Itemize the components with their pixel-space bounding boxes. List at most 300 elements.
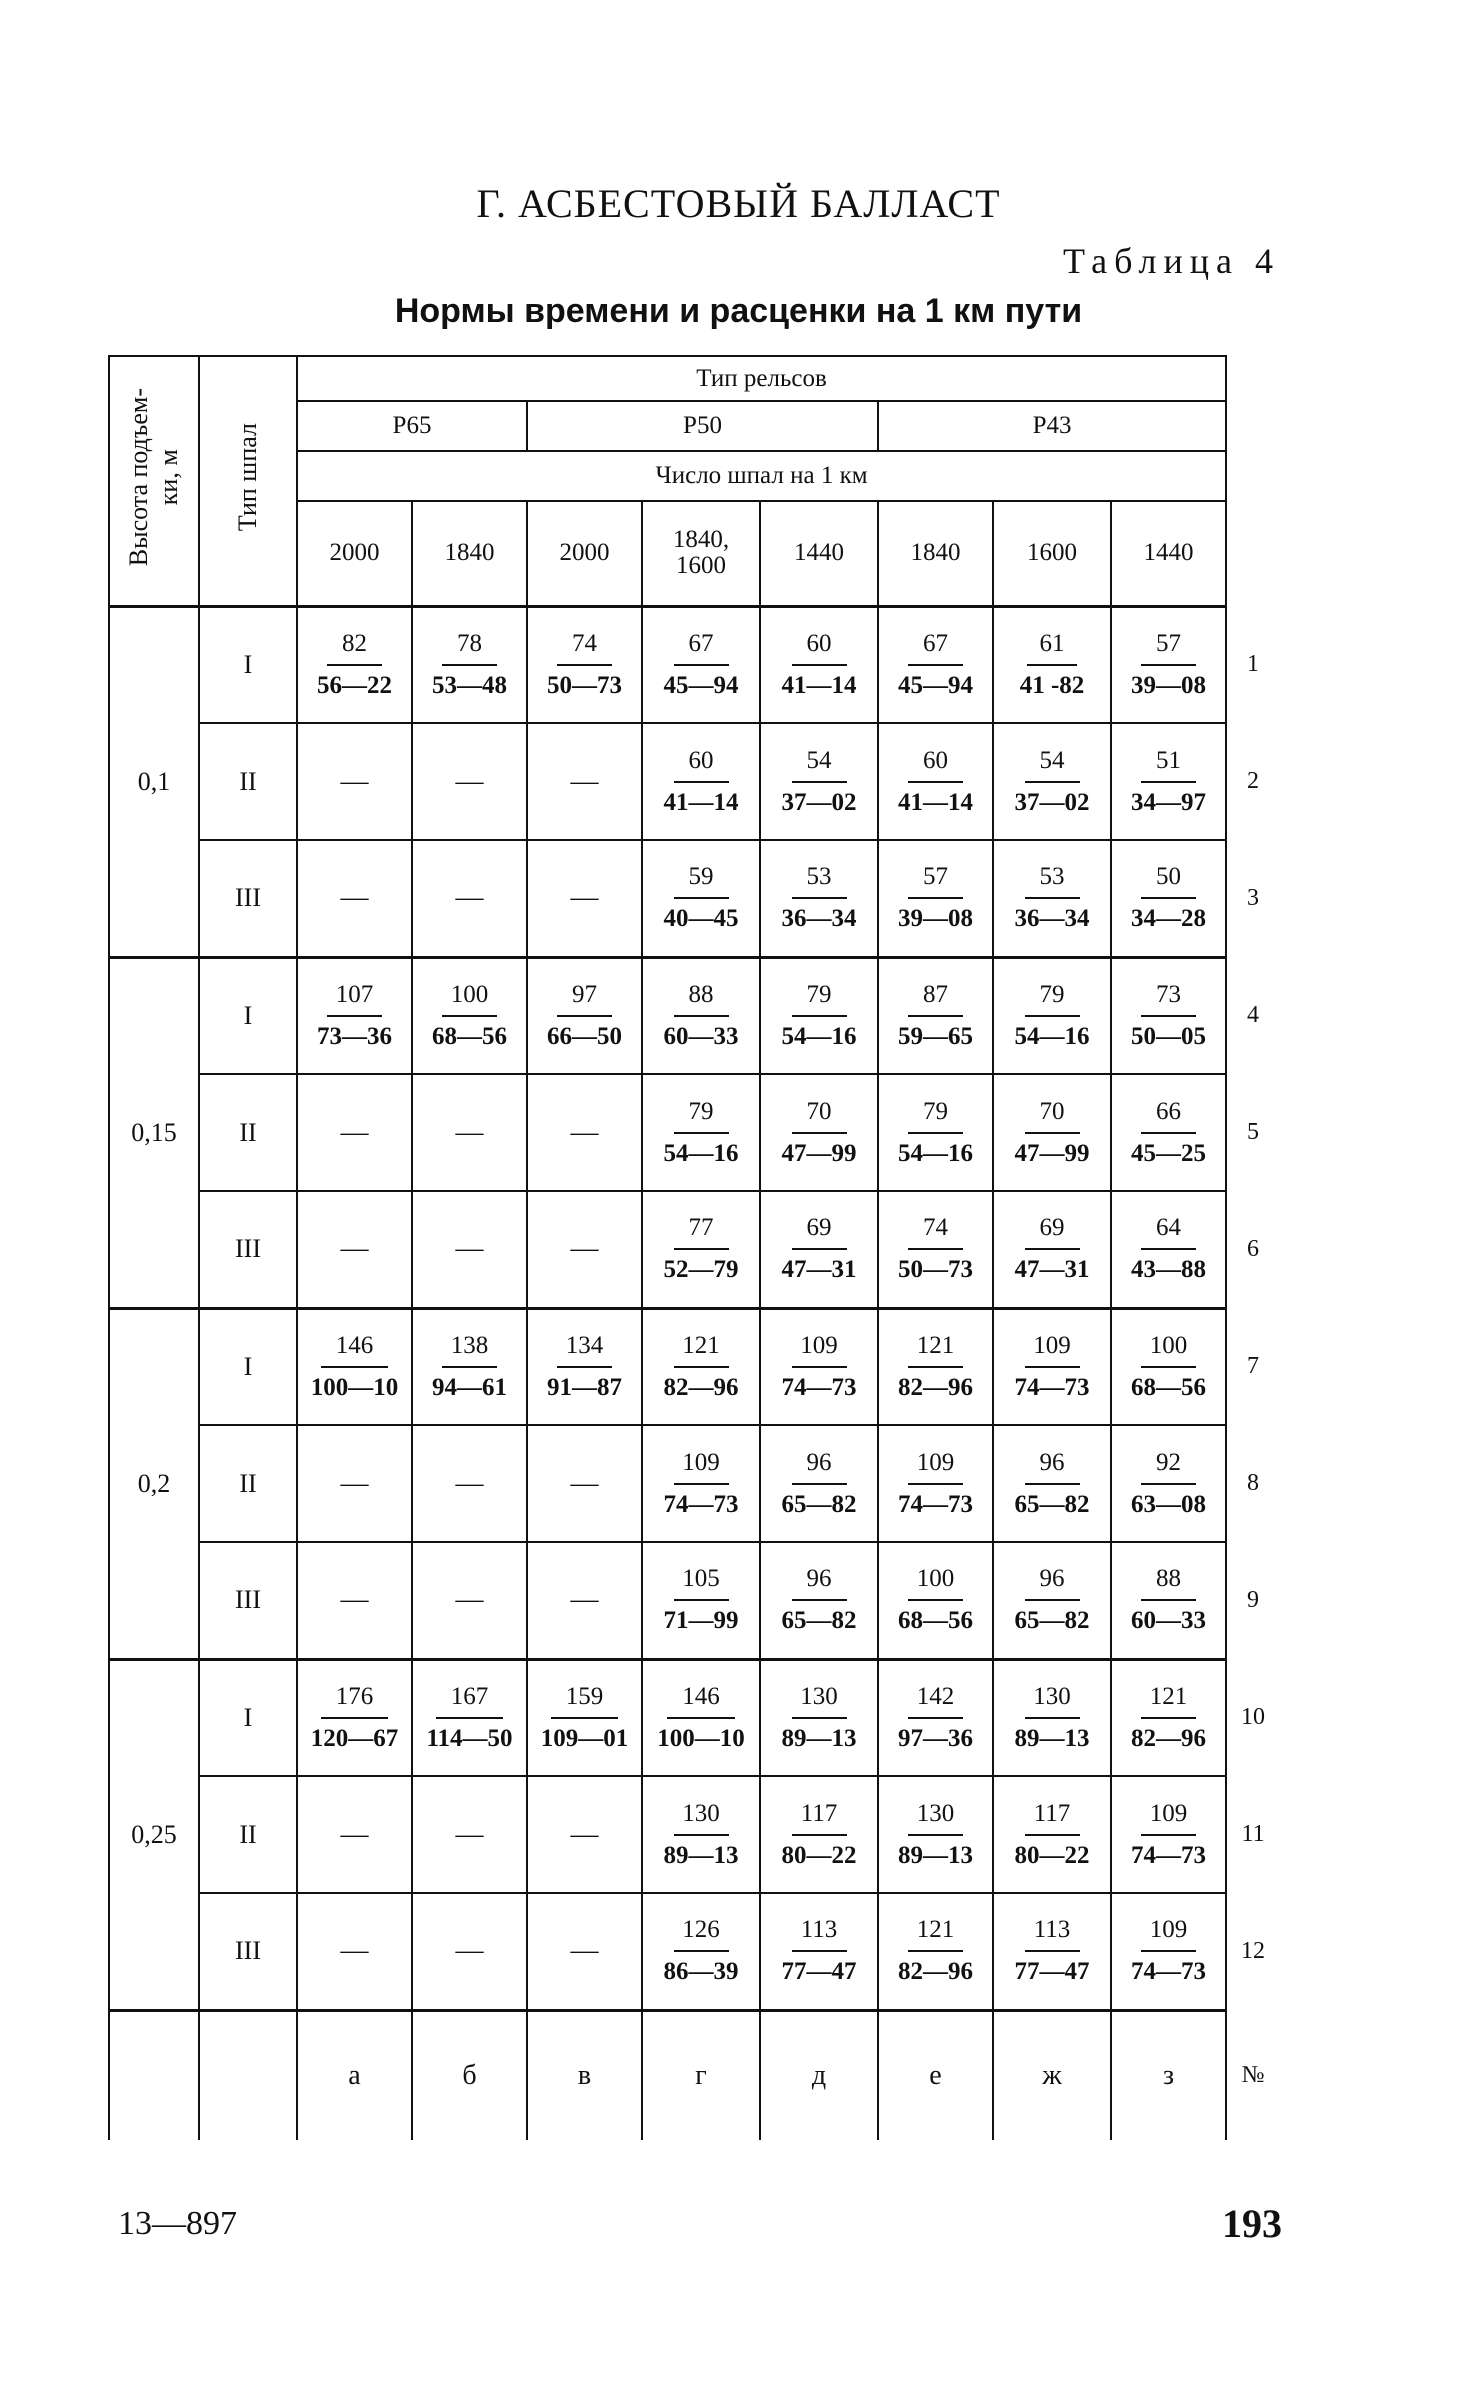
rate-price: 114—50 (426, 1724, 513, 1752)
rate-cell (878, 1893, 993, 2010)
rate-price: 43—88 (1131, 1256, 1207, 1284)
empty-dash: — (340, 1233, 369, 1265)
rate-cell (760, 606, 878, 723)
rate-price: 74—73 (898, 1490, 973, 1518)
time-norm: 70 (1025, 1098, 1080, 1134)
table-row (109, 1074, 1279, 1191)
sleeper-type: I (199, 957, 297, 1074)
time-norm: 96 (792, 1565, 847, 1601)
time-norm: 60 (908, 747, 963, 783)
time-norm: 54 (792, 747, 847, 783)
rate-cell (878, 1074, 993, 1191)
rate-cell (412, 606, 527, 723)
rate-cell (993, 1659, 1111, 1776)
empty-dash: — (340, 765, 369, 797)
rate-fraction (1131, 1214, 1206, 1284)
rate-cell (760, 1074, 878, 1191)
sleeper-type: III (199, 1893, 297, 2010)
rate-cell (297, 1542, 412, 1659)
rate-cell (412, 840, 527, 957)
rate-fraction (317, 981, 392, 1051)
rate-price: 74—73 (663, 1490, 739, 1518)
rate-price: 74—73 (781, 1373, 857, 1401)
rate-price: 36—34 (781, 905, 857, 933)
rate-price: 66—50 (547, 1022, 622, 1050)
sleeper-count-0: 2000 (297, 501, 412, 606)
rate-price: 50—73 (547, 671, 622, 699)
sleeper-count-header: Число шпал на 1 км (297, 451, 1226, 501)
rate-price: 77—47 (1014, 1958, 1090, 1986)
rate-fraction (1131, 1098, 1206, 1168)
time-norm: 130 (792, 1683, 847, 1719)
rate-price: 89—13 (663, 1841, 739, 1869)
rate-fraction (664, 863, 739, 933)
empty-dash: — (570, 1584, 599, 1616)
rate-fraction (547, 630, 622, 700)
rate-cell (642, 957, 760, 1074)
rate-price: 47—31 (1014, 1256, 1090, 1284)
rate-price: 34—97 (1131, 788, 1207, 816)
rate-price: 68—56 (898, 1607, 973, 1635)
time-norm: 59 (674, 863, 729, 899)
rate-fraction (1015, 863, 1090, 933)
empty-dash: — (455, 1935, 484, 1967)
row-number: 9 (1226, 1542, 1279, 1659)
rate-fraction (1131, 747, 1206, 817)
rate-price: 47—99 (1014, 1139, 1090, 1167)
rate-fraction (898, 1565, 973, 1635)
column-letter: ж (993, 2010, 1111, 2140)
rate-cell (878, 723, 993, 840)
rate-cell (297, 1074, 412, 1191)
time-norm: 79 (1025, 981, 1080, 1017)
rate-fraction (664, 1098, 739, 1168)
time-norm: 130 (908, 1800, 963, 1836)
time-norm: 121 (908, 1332, 963, 1368)
rate-cell (642, 1191, 760, 1308)
rate-fraction (782, 1565, 857, 1635)
time-norm: 142 (908, 1683, 963, 1719)
rate-cell (297, 1425, 412, 1542)
sleeper-type-header: Тип шпал (199, 356, 297, 606)
rate-cell (527, 1425, 642, 1542)
rate-cell (527, 1893, 642, 2010)
time-norm: 69 (792, 1214, 847, 1250)
table-row (109, 1425, 1279, 1542)
sleeper-type: II (199, 1074, 297, 1191)
rate-price: 89—13 (1014, 1724, 1090, 1752)
time-norm: 74 (557, 630, 612, 666)
sleeper-type: I (199, 1308, 297, 1425)
row-number: 3 (1226, 840, 1279, 957)
time-norm: 130 (674, 1800, 729, 1836)
rate-fraction (1131, 630, 1206, 700)
time-norm: 79 (792, 981, 847, 1017)
time-norm: 167 (436, 1683, 502, 1719)
time-norm: 146 (667, 1683, 735, 1719)
time-norm: 50 (1141, 863, 1196, 899)
time-norm: 121 (674, 1332, 729, 1368)
time-norm: 109 (674, 1449, 729, 1485)
rate-fraction (1015, 1565, 1090, 1635)
rate-fraction (541, 1683, 629, 1753)
rate-fraction (898, 1916, 973, 1986)
rate-fraction (898, 1800, 973, 1870)
empty-dash: — (455, 882, 484, 914)
rate-fraction (898, 1683, 973, 1753)
rate-fraction (782, 1683, 857, 1753)
rate-fraction (1131, 1800, 1206, 1870)
rate-price: 56—22 (317, 671, 392, 699)
rate-price: 91—87 (547, 1373, 622, 1401)
rate-cell (760, 957, 878, 1074)
rate-fraction (1131, 863, 1206, 933)
time-norm: 138 (442, 1332, 497, 1368)
rate-cell (760, 1542, 878, 1659)
rate-cell (1111, 957, 1226, 1074)
rate-cell (642, 1425, 760, 1542)
time-norm: 121 (908, 1916, 963, 1952)
rate-fraction (1131, 1449, 1206, 1519)
rate-fraction (664, 747, 739, 817)
rate-fraction (1015, 1800, 1090, 1870)
rate-cell (878, 1191, 993, 1308)
rate-fraction (898, 1332, 973, 1402)
row-number: 4 (1226, 957, 1279, 1074)
sleeper-type: I (199, 606, 297, 723)
rate-cell (642, 1776, 760, 1893)
empty-dash: — (340, 1584, 369, 1616)
time-norm: 146 (321, 1332, 389, 1368)
row-number: 2 (1226, 723, 1279, 840)
rate-price: 97—36 (898, 1724, 973, 1752)
rate-cell (642, 1659, 760, 1776)
rate-price: 109—01 (540, 1724, 629, 1752)
rate-price: 34—28 (1131, 905, 1207, 933)
time-norm: 117 (1025, 1800, 1080, 1836)
sleeper-type: III (199, 1191, 297, 1308)
rate-cell (878, 1425, 993, 1542)
rate-cell (527, 1191, 642, 1308)
column-letter: з (1111, 2010, 1226, 2140)
rate-price: 82—96 (1131, 1724, 1207, 1752)
rate-fraction (898, 630, 973, 700)
rate-fraction (664, 630, 739, 700)
time-norm: 100 (908, 1565, 963, 1601)
rate-price: 77—47 (781, 1958, 857, 1986)
rate-cell (993, 1776, 1111, 1893)
rate-fraction (1015, 1449, 1090, 1519)
rate-price: 37—02 (781, 788, 857, 816)
time-norm: 109 (792, 1332, 847, 1368)
rate-price: 41—14 (781, 671, 857, 699)
table-label: Таблица 4 (1063, 241, 1280, 281)
rate-price: 63—08 (1131, 1490, 1207, 1518)
rate-price: 89—13 (898, 1841, 973, 1869)
rate-fraction (782, 1916, 857, 1986)
rate-fraction (1131, 1683, 1206, 1753)
rate-cell (527, 1542, 642, 1659)
table-row (109, 1308, 1279, 1425)
rate-price: 41—14 (898, 788, 973, 816)
rate-price: 45—94 (898, 671, 973, 699)
rate-fraction (311, 1683, 399, 1753)
rate-price: 45—94 (663, 671, 739, 699)
rate-cell (297, 606, 412, 723)
empty-dash: — (340, 1116, 369, 1148)
sleeper-count-6: 1600 (993, 501, 1111, 606)
time-norm: 97 (557, 981, 612, 1017)
table-row (109, 1659, 1279, 1776)
time-norm: 78 (442, 630, 497, 666)
rate-cell (878, 1776, 993, 1893)
rate-cell (642, 1308, 760, 1425)
time-norm: 126 (674, 1916, 729, 1952)
rate-cell (760, 1191, 878, 1308)
sleeper-type: II (199, 1776, 297, 1893)
sleeper-type: II (199, 1425, 297, 1542)
time-norm: 53 (792, 863, 847, 899)
rate-cell (412, 1308, 527, 1425)
time-norm: 88 (1141, 1565, 1196, 1601)
time-norm: 113 (792, 1916, 847, 1952)
rate-cell (527, 1776, 642, 1893)
time-norm: 96 (1025, 1449, 1080, 1485)
rate-cell (1111, 723, 1226, 840)
rate-cell (993, 1425, 1111, 1542)
rate-cell (642, 606, 760, 723)
rate-cell (1111, 1191, 1226, 1308)
time-norm: 130 (1025, 1683, 1080, 1719)
column-letter: г (642, 2010, 760, 2140)
rate-price: 39—08 (1131, 671, 1207, 699)
rate-fraction (782, 630, 857, 700)
rate-fraction (664, 1214, 739, 1284)
rate-cell (1111, 1074, 1226, 1191)
column-letter: б (412, 2010, 527, 2140)
print-code: 13—897 (118, 2205, 237, 2242)
rate-price: 45—25 (1131, 1139, 1207, 1167)
rate-fraction (432, 981, 507, 1051)
rate-price: 94—61 (432, 1373, 507, 1401)
time-norm: 109 (908, 1449, 963, 1485)
time-norm: 79 (674, 1098, 729, 1134)
rate-fraction (1015, 981, 1090, 1051)
rate-fraction (782, 1332, 857, 1402)
rail-type-header: Тип рельсов (297, 356, 1226, 401)
rate-cell (760, 1893, 878, 2010)
rate-cell (297, 1191, 412, 1308)
empty-dash: — (455, 1467, 484, 1499)
rate-fraction (664, 981, 739, 1051)
rate-fraction (664, 1332, 739, 1402)
rate-cell (297, 957, 412, 1074)
rate-cell (760, 1308, 878, 1425)
rate-fraction (1015, 1683, 1090, 1753)
rate-cell (642, 1542, 760, 1659)
rate-price: 65—82 (1014, 1607, 1090, 1635)
sleeper-count-4: 1440 (760, 501, 878, 606)
rate-price: 53—48 (432, 671, 507, 699)
rate-cell (993, 1074, 1111, 1191)
rate-fraction (1131, 1916, 1206, 1986)
rate-price: 89—13 (781, 1724, 857, 1752)
row-number: 10 (1226, 1659, 1279, 1776)
time-norm: 69 (1025, 1214, 1080, 1250)
rate-price: 47—99 (781, 1139, 857, 1167)
rate-cell (297, 723, 412, 840)
rate-price: 120—67 (310, 1724, 399, 1752)
rate-cell (297, 1776, 412, 1893)
table-row (109, 840, 1279, 957)
empty-dash: — (455, 1233, 484, 1265)
time-norm: 60 (674, 747, 729, 783)
time-norm: 67 (908, 630, 963, 666)
empty-dash: — (570, 1233, 599, 1265)
rate-price: 59—65 (898, 1022, 973, 1050)
rate-price: 47—31 (781, 1256, 857, 1284)
rate-fraction (547, 1332, 622, 1402)
sleeper-count-1: 1840 (412, 501, 527, 606)
time-norm: 70 (792, 1098, 847, 1134)
rate-price: 52—79 (663, 1256, 739, 1284)
page-number: 193 (1222, 2201, 1282, 2246)
empty-dash: — (570, 1467, 599, 1499)
rate-price: 82—96 (898, 1373, 973, 1401)
empty-dash: — (340, 1818, 369, 1850)
empty-dash: — (455, 1584, 484, 1616)
time-norm: 64 (1141, 1214, 1196, 1250)
table-row (109, 1191, 1279, 1308)
time-norm: 82 (327, 630, 382, 666)
rate-fraction (547, 981, 622, 1051)
time-norm: 176 (321, 1683, 389, 1719)
rate-price: 100—10 (657, 1724, 745, 1752)
rate-cell (760, 1776, 878, 1893)
rate-fraction (782, 1098, 857, 1168)
height-value: 0,15 (109, 957, 199, 1308)
rate-price: 60—33 (1131, 1607, 1207, 1635)
rate-price: 65—82 (781, 1607, 857, 1635)
rate-cell (412, 1074, 527, 1191)
rate-fraction (432, 630, 507, 700)
rate-cell (642, 840, 760, 957)
rate-fraction (1015, 747, 1090, 817)
time-norm: 54 (1025, 747, 1080, 783)
row-number: 12 (1226, 1893, 1279, 2010)
rate-price: 37—02 (1014, 788, 1090, 816)
rate-fraction (432, 1332, 507, 1402)
time-norm: 105 (674, 1565, 729, 1601)
table-row (109, 957, 1279, 1074)
rate-price: 54—16 (781, 1022, 857, 1050)
rate-cell (527, 1074, 642, 1191)
number-symbol: № (1226, 2010, 1279, 2140)
rate-cell (527, 957, 642, 1074)
section-title: Г. АСБЕСТОВЫЙ БАЛЛАСТ (476, 181, 1001, 226)
rate-price: 65—82 (1014, 1490, 1090, 1518)
rate-price: 86—39 (663, 1958, 739, 1986)
rate-fraction (311, 1332, 399, 1402)
rate-cell (993, 606, 1111, 723)
rate-price: 68—56 (432, 1022, 507, 1050)
time-norm: 96 (792, 1449, 847, 1485)
rate-price: 74—73 (1131, 1841, 1207, 1869)
rate-fraction (782, 747, 857, 817)
rate-fraction (664, 1449, 739, 1519)
empty-dash: — (570, 882, 599, 914)
rate-price: 100—10 (310, 1373, 399, 1401)
rate-cell (1111, 1425, 1226, 1542)
rate-price: 41 -82 (1019, 671, 1085, 699)
rate-price: 54—16 (898, 1139, 973, 1167)
rate-fraction (317, 630, 392, 700)
time-norm: 117 (792, 1800, 847, 1836)
rate-fraction (898, 1214, 973, 1284)
row-number: 8 (1226, 1425, 1279, 1542)
empty-dash: — (455, 765, 484, 797)
sleeper-count-5: 1840 (878, 501, 993, 606)
rate-cell (760, 1659, 878, 1776)
height-value: 0,25 (109, 1659, 199, 2010)
rate-cell (878, 1659, 993, 1776)
time-norm: 87 (908, 981, 963, 1017)
rate-fraction (1131, 981, 1206, 1051)
rate-cell (527, 1659, 642, 1776)
rate-cell (993, 1542, 1111, 1659)
rate-cell (297, 1893, 412, 2010)
rate-price: 74—73 (1014, 1373, 1090, 1401)
height-value: 0,1 (109, 606, 199, 957)
time-norm: 66 (1141, 1098, 1196, 1134)
column-letter: в (527, 2010, 642, 2140)
column-letter: д (760, 2010, 878, 2140)
rate-fraction (664, 1800, 739, 1870)
rate-fraction (782, 1449, 857, 1519)
rate-price: 41—14 (663, 788, 739, 816)
rate-cell (527, 723, 642, 840)
rate-cell (642, 723, 760, 840)
time-norm: 79 (908, 1098, 963, 1134)
rate-fraction (657, 1683, 745, 1753)
rate-cell (878, 1308, 993, 1425)
rate-fraction (1131, 1565, 1206, 1635)
sleeper-type: II (199, 723, 297, 840)
rate-cell (412, 1191, 527, 1308)
rate-fraction (898, 981, 973, 1051)
rate-fraction (1015, 1916, 1090, 1986)
time-norm: 109 (1141, 1800, 1196, 1836)
rate-cell (1111, 606, 1226, 723)
time-norm: 74 (908, 1214, 963, 1250)
empty-dash: — (570, 765, 599, 797)
time-norm: 57 (1141, 630, 1196, 666)
rate-cell (412, 1776, 527, 1893)
height-header: Высота подъем- ки, м (109, 356, 199, 606)
rate-cell (297, 840, 412, 957)
rate-fraction (898, 1449, 973, 1519)
rate-cell (878, 840, 993, 957)
rate-cell (878, 957, 993, 1074)
rate-fraction (782, 981, 857, 1051)
rate-cell (760, 1425, 878, 1542)
time-norm: 100 (442, 981, 497, 1017)
rate-cell (1111, 1542, 1226, 1659)
rate-cell (412, 1542, 527, 1659)
row-number: 11 (1226, 1776, 1279, 1893)
empty-dash: — (570, 1116, 599, 1148)
rate-price: 39—08 (898, 905, 973, 933)
